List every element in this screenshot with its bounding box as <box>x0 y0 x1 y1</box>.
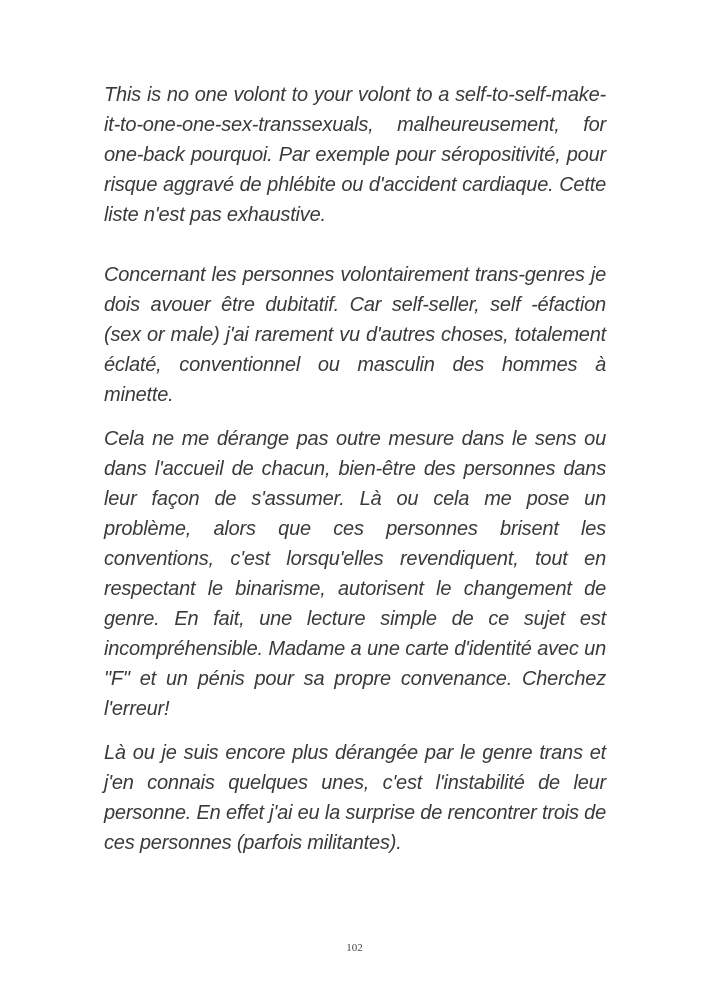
paragraph-1: This is no one volont to your volont to a self-to-self-make-it-to-one-one-sex-transsexuals, malheureusement, for one-back pourquoi. Par exemple pour séropositivité, pour risque aggravé de phlébite ou d'accident cardiaque. Cette liste n'est pas exhaustive. <box>104 84 606 226</box>
paragraph-4: Là ou je suis encore plus dérangée par le genre trans et j'en connais quelques unes, c'est l'instabilité de leur personne. En effet j'ai eu la surprise de rencontrer trois de ces personnes (parfois militantes). <box>104 742 606 854</box>
paragraph-3: Cela ne me dérange pas outre mesure dans le sens ou dans l'accueil de chacun, bien-être des personnes dans leur façon de s'assumer. Là ou cela me pose un problème, alors que ces personnes brisent les conventions, c'est lorsqu'elles revendiquent, tout en respectant le binarisme, autorisent le changement de genre. En fait, une lecture simple de ce sujet est incompréhensible. Madame a une carte d'identité avec un "F" et un pénis pour sa propre convenance. Cherchez l'erreur! <box>104 428 606 720</box>
paragraph-2: Concernant les personnes volontairement trans-genres je dois avouer être dubitatif. Car self-seller, self -éfaction (sex or male) j'ai rarement vu d'autres choses, totalement éclaté, conventionnel ou masculin des hommes à minette. <box>104 264 606 406</box>
page-number: 102 <box>346 942 363 954</box>
page-body <box>104 80 606 872</box>
